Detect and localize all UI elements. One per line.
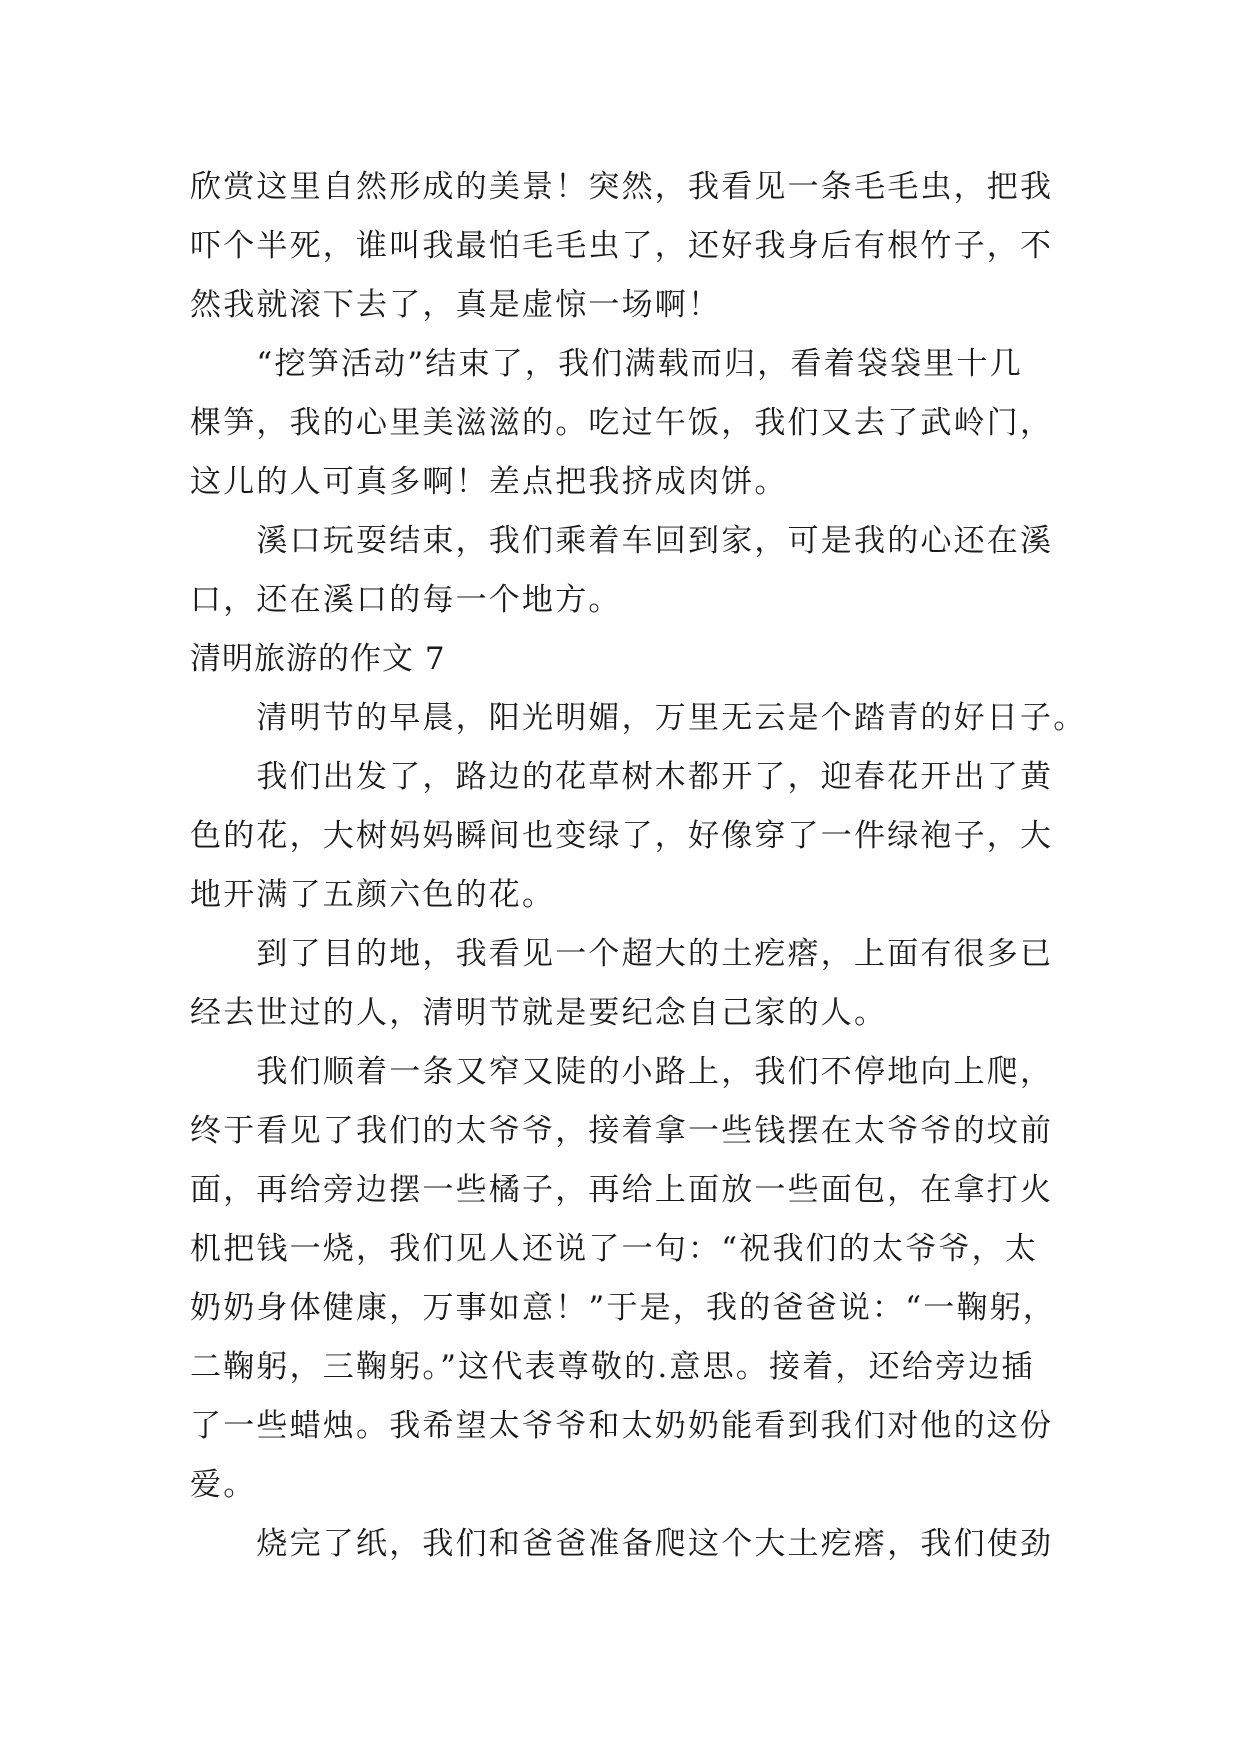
text-line: 口，还在溪口的每一个地方。 xyxy=(190,582,622,618)
text-line: 爱。 xyxy=(190,1467,257,1503)
text-line: 经去世过的人，清明节就是要纪念自己家的人。 xyxy=(190,995,888,1031)
text-line: 烧完了纸，我们和爸爸准备爬这个大土疙瘩，我们使劲 xyxy=(190,1526,1054,1562)
text-line: 棵笋，我的心里美滋滋的。吃过午饭，我们又去了武岭门， xyxy=(190,405,1054,441)
text-line: 面，再给旁边摆一些橘子，再给上面放一些面包，在拿打火 xyxy=(190,1172,1054,1208)
text-line: 地开满了五颜六色的花。 xyxy=(190,877,556,913)
essay-title: 清明旅游的作文 7 xyxy=(190,641,446,677)
text-line: 终于看见了我们的太爷爷，接着拿一些钱摆在太爷爷的坟前 xyxy=(190,1113,1054,1149)
text-line: 机把钱一烧，我们见人还说了一句：“祝我们的太爷爷，太 xyxy=(190,1231,1039,1267)
text-line: 我们出发了，路边的花草树木都开了，迎春花开出了黄 xyxy=(190,759,1054,795)
text-line: 吓个半死，谁叫我最怕毛毛虫了，还好我身后有根竹子，不 xyxy=(190,228,1054,264)
text-line: 清明节的早晨，阳光明媚，万里无云是个踏青的好日子。 xyxy=(190,700,1087,736)
text-line: 二鞠躬，三鞠躬。”这代表尊敬的.意思。接着，还给旁边插 xyxy=(190,1349,1035,1385)
document-page xyxy=(190,158,1087,1574)
text-line: 然我就滚下去了，真是虚惊一场啊！ xyxy=(190,287,722,323)
text-line: 了一些蜡烛。我希望太爷爷和太奶奶能看到我们对他的这份 xyxy=(190,1408,1054,1444)
text-line: “挖笋活动”结束了，我们满载而归，看着袋袋里十几 xyxy=(190,346,1023,382)
text-line: 色的花，大树妈妈瞬间也变绿了，好像穿了一件绿袍子，大 xyxy=(190,818,1054,854)
text-line: 这儿的人可真多啊！差点把我挤成肉饼。 xyxy=(190,464,788,500)
text-line: 溪口玩耍结束，我们乘着车回到家，可是我的心还在溪 xyxy=(190,523,1054,559)
text-line: 奶奶身体健康，万事如意！”于是，我的爸爸说：“一鞠躬， xyxy=(190,1290,1057,1326)
text-line: 我们顺着一条又窄又陡的小路上，我们不停地向上爬， xyxy=(190,1054,1054,1090)
text-line: 到了目的地，我看见一个超大的土疙瘩，上面有很多已 xyxy=(190,936,1054,972)
text-line: 欣赏这里自然形成的美景！突然，我看见一条毛毛虫，把我 xyxy=(190,169,1054,205)
